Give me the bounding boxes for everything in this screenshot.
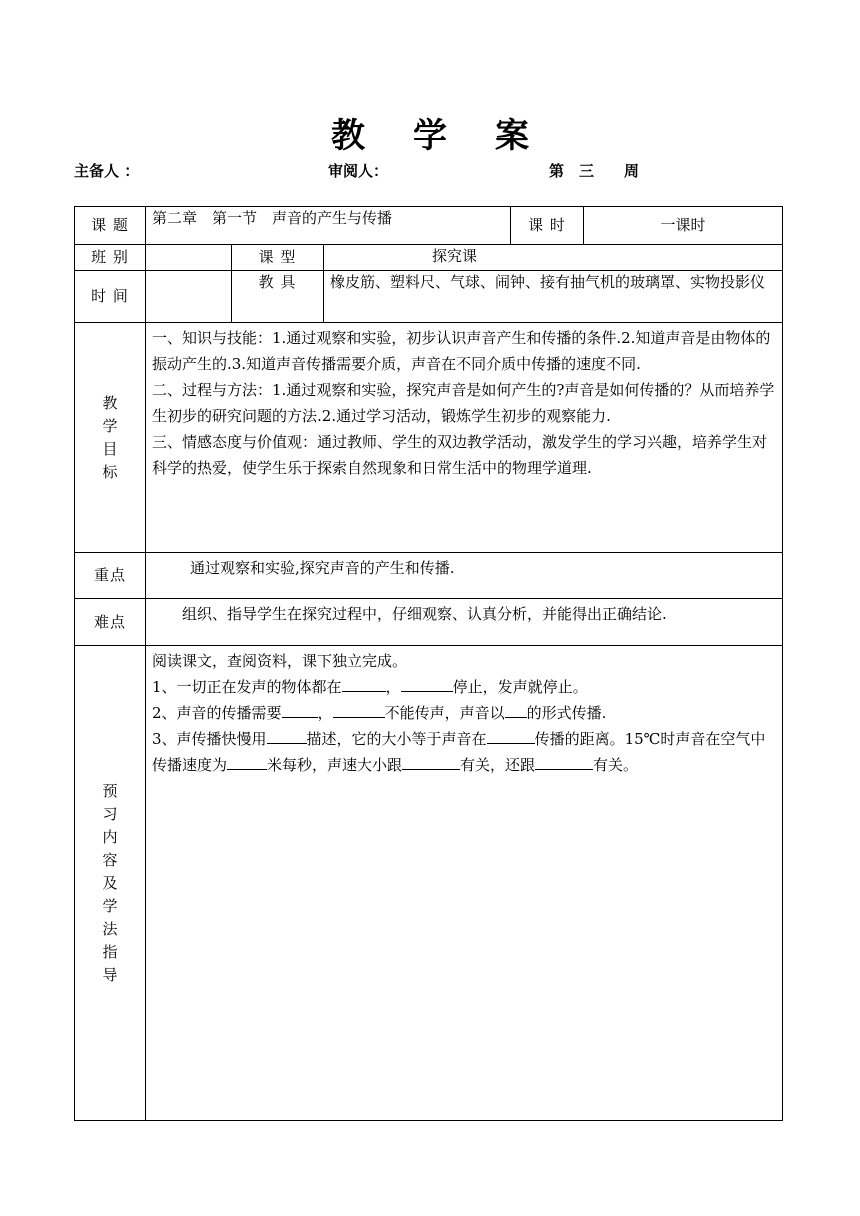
tools-value: 橡皮筋、塑料尺、气球、闹钟、接有抽气机的玻璃罩、实物投影仪 — [324, 271, 783, 323]
answer-blank[interactable] — [402, 753, 460, 770]
preview-label-char: 法 — [102, 919, 118, 938]
question-text: 有关，还跟 — [460, 756, 536, 774]
goal-knowledge: 一、知识与技能：1.通过观察和实验，初步认识声音产生和传播的条件.2.知道声音是由物体的振动产生的.3.知道声音传播需要介质，声音在不同介质中传播的速度不同. — [152, 329, 771, 373]
question-text: 有关。 — [593, 756, 639, 774]
preview-label-char: 习 — [102, 804, 118, 823]
difficulty-row — [75, 599, 783, 646]
question-text: 3、声传播快慢用 — [152, 730, 267, 748]
goal-attitude: 三、情感态度与价值观：通过教师、学生的双边教学活动，激发学生的学习兴趣，培养学生对科学的热爱，使学生乐于探索自然现象和日常生活中的物理学道理. — [152, 433, 768, 477]
answer-blank[interactable] — [487, 727, 535, 744]
question-text: 的形式传播. — [526, 704, 607, 722]
preview-label-char: 导 — [102, 965, 118, 984]
preview-question-3 — [152, 726, 776, 778]
key-point-value: 通过观察和实验,探究声音的产生和传播. — [146, 553, 783, 599]
difficulty-label: 难点 — [75, 599, 146, 646]
time-row — [75, 271, 783, 323]
question-text: 1、一切正在发声的物体都在 — [152, 678, 342, 696]
question-text: 传播的距离。15℃时声音在空气中传播速度为 — [152, 730, 766, 774]
preview-label-char: 及 — [102, 873, 118, 892]
preview-question-2 — [152, 700, 776, 726]
key-point-row — [75, 553, 783, 599]
period-value: 一课时 — [584, 207, 783, 245]
lesson-plan-table — [74, 206, 783, 1121]
goals-row — [75, 323, 783, 553]
preview-label-char: 预 — [102, 781, 118, 800]
goals-content — [146, 323, 783, 553]
question-text: 不能传声，声音以 — [384, 704, 505, 722]
preview-label-char: 学 — [102, 896, 118, 915]
preview-content — [146, 646, 783, 1121]
preview-intro: 阅读课文，查阅资料，课下独立完成。 — [152, 652, 408, 670]
answer-blank[interactable] — [282, 701, 318, 718]
title-char: 学 — [413, 116, 447, 156]
answer-blank[interactable] — [227, 753, 267, 770]
goals-label-char: 学 — [102, 416, 118, 435]
topic-label: 课 题 — [75, 207, 146, 245]
class-value — [146, 245, 232, 271]
answer-blank[interactable] — [535, 753, 593, 770]
preview-question-1 — [152, 674, 776, 700]
question-text: 停止，发声就停止。 — [452, 678, 588, 696]
type-label: 课 型 — [232, 245, 324, 271]
document-title — [0, 108, 860, 157]
preview-label-char: 内 — [102, 827, 118, 846]
time-value — [146, 271, 232, 323]
question-text: ， — [317, 704, 333, 722]
answer-blank[interactable] — [401, 675, 453, 692]
question-text: 米每秒，声速大小跟 — [267, 756, 403, 774]
reviewer-label: 审阅人： — [328, 162, 389, 180]
answer-blank[interactable] — [267, 727, 307, 744]
goals-label-char: 目 — [102, 439, 118, 458]
goals-label-char: 教 — [102, 393, 118, 412]
topic-row — [75, 207, 783, 245]
time-label: 时 间 — [75, 271, 146, 323]
type-value: 探究课 — [324, 245, 783, 271]
goals-label — [75, 323, 146, 553]
tools-label: 教 具 — [232, 271, 324, 323]
answer-blank[interactable] — [505, 701, 527, 718]
goals-label-char: 标 — [102, 462, 118, 481]
preview-label-char: 指 — [102, 942, 118, 961]
answer-blank[interactable] — [333, 701, 385, 718]
preview-label-char: 容 — [102, 850, 118, 869]
question-text: 描述，它的大小等于声音在 — [306, 730, 487, 748]
class-label: 班 别 — [75, 245, 146, 271]
class-row — [75, 245, 783, 271]
topic-value: 第二章 第一节 声音的产生与传播 — [146, 207, 511, 245]
key-point-label: 重点 — [75, 553, 146, 599]
title-char: 教 — [331, 116, 365, 156]
week-label: 第 三 周 — [549, 162, 640, 180]
preview-label — [75, 646, 146, 1121]
goal-process: 二、过程与方法：1.通过观察和实验，探究声音是如何产生的?声音是如何传播的？从而培养学生初步的研究问题的方法.2.通过学习活动，锻炼学生初步的观察能力. — [152, 381, 775, 425]
answer-blank[interactable] — [342, 675, 386, 692]
preview-row — [75, 646, 783, 1121]
title-char: 案 — [495, 116, 529, 156]
question-text: 2、声音的传播需要 — [152, 704, 282, 722]
difficulty-value: 组织、指导学生在探究过程中，仔细观察、认真分析，并能得出正确结论. — [146, 599, 783, 646]
preparer-label: 主备人 ： — [74, 162, 140, 180]
period-label: 课 时 — [511, 207, 584, 245]
question-text: ， — [385, 678, 401, 696]
